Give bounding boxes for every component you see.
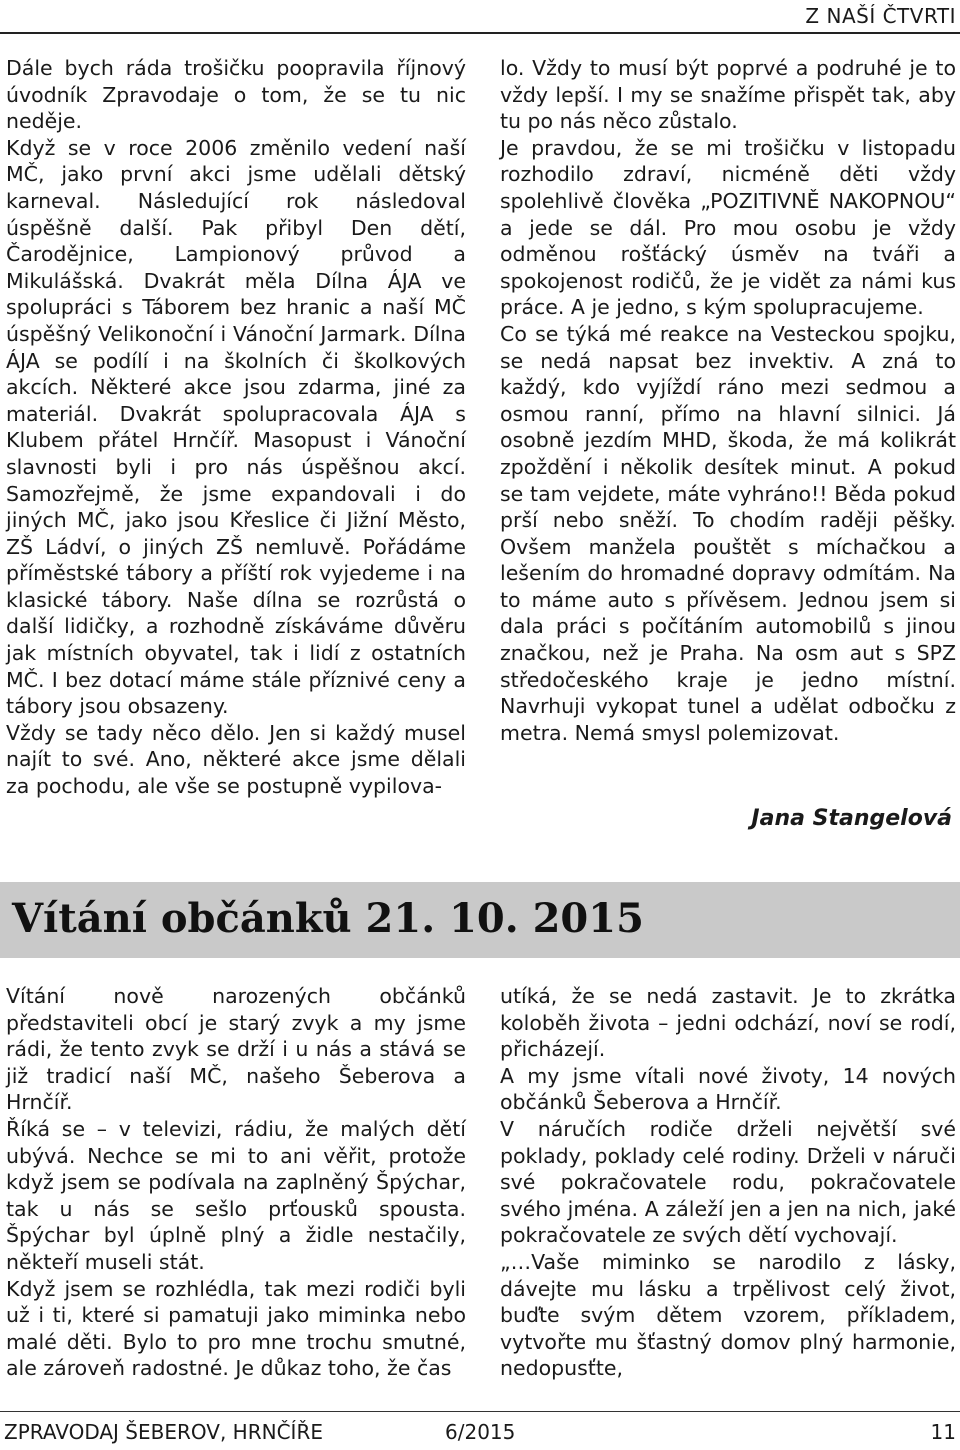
article-paragraph: utíká, že se nedá zastavit. Je to zkrátka koloběh života – jedni odchází, noví se rodí, přicházejí. [500, 984, 956, 1062]
footer-issue: 6/2015 [445, 1420, 516, 1444]
article-headline: Vítání občánků 21. 10. 2015 [12, 895, 644, 942]
article-welcome-right-column [500, 983, 956, 1382]
section-label: Z NAŠÍ ČTVRTI [805, 4, 956, 28]
article-paragraph: Když se v roce 2006 změnilo vedení naší MČ, jako první akci jsme udělali dětský karneval. Následující rok následoval úspěšně další. Pak přibyl Den dětí, Čarodějnice, Lampionový průvod a Mikulášská. Dvakrát měla Dílna ÁJA ve spolupráci s Táborem bez hranic a naší MČ úspěšný Velikonoční i Vánoční Jarmark. Dílna ÁJA se podílí i na školních či školkových akcích. Některé akce jsou zdarma, jiné za materiál. Dvakrát spolupracovala ÁJA s Klubem přátel Hrnčíř. Masopust i Vánoční slavnosti byli i pro nás úspěšnou akcí. Samozřejmě, že jsme expandovali i do jiných MČ, jako jsou Křeslice či Jižní Město, ZŠ Ládví, o jiných ZŠ nemluvě. Pořádáme příměstské tábory a příští rok vyjedeme i na klasické tábory. Naše dílna se rozrůstá o další lidičky, a rozhodně získáváme důvěru jak místních obyvatel, tak i lidí z ostatních MČ. I bez dotací máme stále příznivé ceny a tábory jsou obsazeny. [6, 135, 466, 719]
page-number: 11 [930, 1420, 956, 1444]
article-paragraph: Vždy se tady něco dělo. Jen si každý musel najít to své. Ano, některé akce jsme dělali za pochodu, ale vše se postupně vypilova- [6, 720, 466, 799]
article-welcome-left-column [6, 983, 466, 1382]
article-paragraph: Když jsem se rozhlédla, tak mezi rodiči byli už i ti, které si pamatuji jako miminka nebo malé děti. Bylo to pro mne trochu smutné, ale zároveň radostné. Je důkaz toho, že čas [6, 1276, 466, 1381]
top-divider [0, 32, 960, 34]
footer-divider [0, 1411, 960, 1412]
article-letter-right-column [500, 55, 956, 746]
article-paragraph: Vítání nově narozených občánků představiteli obcí je starý zvyk a my jsme rádi, že tento zvyk se drží i u nás a stává se již tradicí naší MČ, našeho Šeberova a Hrnčíř. [6, 984, 466, 1115]
article-paragraph: Co se týká mé reakce na Vesteckou spojku, se nedá napsat bez invektiv. A zná to každý, kdo vyjíždí ráno mezi sedmou a osmou ranní, přímo na hlavní silnici. Já osobně jezdím MHD, škoda, že má kolikrát zpoždění i několik desítek minut. A pokud se tam vejdete, máte vyhráno!! Běda pokud prší nebo sněží. To chodím raději pěšky. Ovšem manžela pouštět s míchačkou a lešením do hromadné dopravy odmítám. Na to máme auto s přívěsem. Jednou jsem si dala práci s počítáním automobilů s jinou značkou, než je Praha. Na osm aut s SPZ středočeského kraje je jedno místní. Navrhuji vykopat tunel a udělat odbočku z metra. Nemá smysl polemizovat. [500, 321, 956, 745]
article-paragraph: Říká se – v televizi, rádiu, že malých dětí ubývá. Nechce se mi to ani věřit, protože když jsem se podívala na zaplněný Špýchar, tak u nás se sešlo prťousků spousta. Špýchar byl úplně plný a židle nestačily, někteří museli stát. [6, 1116, 466, 1274]
article-paragraph: Je pravdou, že se mi trošičku v listopadu rozhodilo zdraví, nicméně děti vždy spolehlivě člověka „POZITIVNĚ NAKOPNOU“ a jede se dál. Pro mou osobu je vždy odměnou rošťácký úsměv na tváři a spokojenost rodičů, že je vidět za námi kus práce. A je jedno, s kým spolupracujeme. [500, 135, 956, 320]
article-paragraph: A my jsme vítali nové životy, 14 nových občánků Šeberova a Hrnčíř. [500, 1063, 956, 1115]
author-signature: Jana Stangelová [751, 806, 952, 831]
article-paragraph: V náručích rodiče drželi největší své poklady, poklady celé rodiny. Drželi v náruči své pokračovatele rodu, pokračovatele svého jména. A záleží jen a jen na nich, jaké pokračovatele ze svých dětí vychovají. [500, 1116, 956, 1248]
footer-publication: ZPRAVODAJ ŠEBEROV, HRNČÍŘE [4, 1420, 323, 1444]
article-paragraph: Dále bych ráda trošičku poopravila říjnový úvodník Zpravodaje o tom, že se tu nic neděje. [6, 56, 466, 134]
article-paragraph: „…Vaše miminko se narodilo z lásky, dávejte mu lásku a trpělivost celý život, buďte svým dětem vzorem, příkladem, vytvořte mu šťastný domov plný harmonie, nedopusťte, [500, 1249, 956, 1381]
article-letter-left-column [6, 55, 466, 800]
article-paragraph: lo. Vždy to musí být poprvé a podruhé je to vždy lepší. I my se snažíme přispět tak, aby tu po nás něco zůstalo. [500, 56, 956, 134]
